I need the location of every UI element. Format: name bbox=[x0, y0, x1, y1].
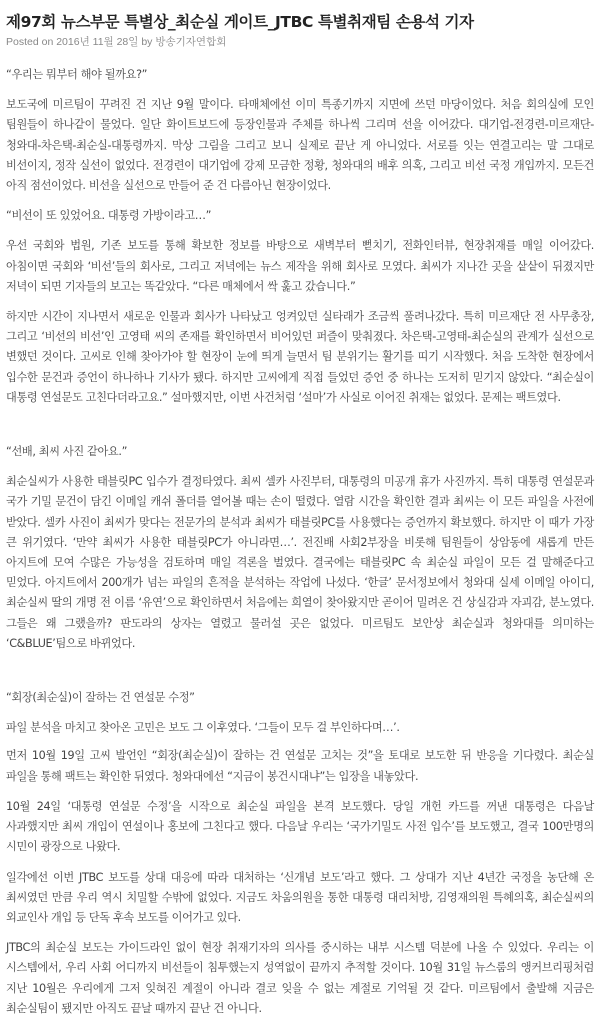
author-link[interactable]: 방송기자연합회 bbox=[155, 36, 227, 48]
quote-heading: “회장(최순실)이 잘하는 건 연설문 수정” bbox=[6, 691, 195, 705]
body-paragraph: 하지만 시간이 지나면서 새로운 인물과 회사가 나타났고 엉켜있던 실타래가 조금씩 풀려나갔다. 특히 미르재단 전 사무총장, 그리고 ‘비선의 비선’인 고영태 씨의 존재를 확인하면서 비어있던 퍼즐이 맞춰졌다. 차은택-고영태-최순실의 관계가 실선으로 변했던 것이다. 고씨로 인해 찾아가야 할 현장이 눈에 띄게 늘면서 팀 분위기는 활기를 띠기 시작했다. 처음 도착한 현장에서 입수한 문건과 증언이 하나하나 기사가 됐다. 하지만 고씨에게 직접 들었던 증언 중 하나는 도저히 믿기지 않았다. “최순실이 대통령 연설문도 고친다더라고요.” 설마했지만, 이번 사건처럼 ‘설마’가 사실로 이어진 취재는 없었다. 문제는 팩트였다. bbox=[6, 310, 594, 404]
article-body bbox=[6, 65, 594, 1019]
body-paragraph: 우선 국회와 법원, 기존 보도를 통해 확보한 정보를 바탕으로 새벽부터 뻗치기, 전화인터뷰, 현장취재를 매일 이어갔다. 아침이면 국회와 ‘비선’들의 회사로, 그리고 저녁에는 뉴스 제작을 위해 회사로 모였다. 최씨가 지나간 곳을 샅샅이 뒤졌지만 저녁이 되면 기자들의 보고는 똑같았다. “다른 매체에서 싹 훑고 갔습니다.” bbox=[6, 239, 594, 293]
post-date-link[interactable]: 2016년 11월 28일 bbox=[56, 36, 139, 48]
posted-label: Posted on bbox=[6, 36, 54, 48]
post-meta bbox=[6, 35, 594, 49]
body-paragraph: 보도국에 미르팀이 꾸려진 건 지난 9월 말이다. 타매체에선 이미 특종기까지 지면에 쓰던 마당이었다. 처음 회의실에 모인 팀원들이 하나같이 물었다. 일단 화이트보드에 등장인물과 주체를 하나씩 그리며 선을 이어갔다. 대기업-전경련-미르재단-청와대-차은택-최순실-대통령까지. 막상 그림을 그리고 보니 실제로 끝난 게 아니었다. 서로를 잇는 연결고리는 말 그대로 비선이지, 정작 실선이 없었다. 전경련이 대기업에 강제 모금한 정황, 청와대의 배후 의혹, 그리고 비선 국정 개입까지. 모든건 아직 점선이었다. 비선을 실선으로 만들어 준 건 다름아닌 현장이었다. bbox=[6, 98, 594, 193]
body-paragraph: JTBC의 최순실 보도는 가이드라인 없이 현장 취재기자의 의사를 중시하는 내부 시스템 덕분에 나올 수 있었다. 우리는 이 시스템에서, 우리 사회 어디까지 비선들이 침투했는지 성역없이 끝까지 추적할 것이다. 10월 31일 뉴스룸의 앵커브리핑처럼 지난 10월은 우리에게 그저 잊혀진 계절이 아니라 결코 잊을 수 없는 계절로 기억될 것 같다. 미르팀에서 출발해 지금은 최순실팀이 됐지만 아직도 끝날 때까지 끝난 건 아니다. bbox=[6, 941, 594, 1015]
body-paragraph: 파일 분석을 마치고 찾아온 고민은 보도 그 이후였다. ‘그들이 모두 걸 부인하다며…’. bbox=[6, 721, 400, 735]
body-paragraph: 먼저 10월 19일 고씨 발언인 “회장(최순실)이 잘하는 건 연설문 고치는 것”을 토대로 보도한 뒤 반응을 기다렸다. 최순실 파일을 통해 팩트는 확인한 뒤였다. 청와대에선 “지금이 봉건시대냐”는 입장을 내놓았다. bbox=[6, 749, 594, 783]
body-paragraph: 10월 24일 ‘대통령 연설문 수정’을 시작으로 최순실 파일을 본격 보도했다. 당일 개헌 카드를 꺼낸 대통령은 다음날 사과했지만 최씨 개입이 연설이나 홍보에 그친다고 했다. 다음날 우리는 ‘국가기밀도 사전 입수’를 보도했고, 결국 100만명의 시민이 광장으로 나왔다. bbox=[6, 799, 594, 854]
quote-heading: “우리는 뭐부터 해야 될까요?” bbox=[6, 68, 148, 81]
body-paragraph: 일각에선 이번 JTBC 보도를 상대 대응에 따라 대처하는 ‘신개념 보도’라고 했다. 그 상대가 지난 4년간 국정을 농단해 온 최씨였던 만큼 우리 역시 치밀할 수밖에 없었다. 지금도 차움의원을 통한 대통령 대리처방, 김영재의원 특혜의혹, 최순실씨의 외교인사 개입 등 단독 후속 보도를 이어가고 있다. bbox=[6, 870, 594, 924]
by-label: by bbox=[141, 36, 153, 48]
quote-heading: “선배, 최씨 사진 같아요.” bbox=[6, 445, 128, 459]
quote-heading: “비선이 또 있었어요. 대통령 가방이라고…” bbox=[6, 209, 212, 223]
body-paragraph: 최순실씨가 사용한 태블릿PC 입수가 결정타였다. 최씨 셀카 사진부터, 대통령의 미공개 휴가 사진까지. 특히 대통령 연설문과 국가 기밀 문건이 담긴 이메일 캐쉬 폴더를 열어볼 때는 손이 떨렸다. 열람 시간을 확인한 결과 최씨는 이 모든 파일을 사전에 받았다. 셀카 사진이 최씨가 맞다는 전문가의 분석과 최씨가 태블릿PC를 사용했다는 증언까지 확보했다. 하지만 이 때가 가장 큰 위기였다. ‘만약 최씨가 사용한 태블릿PC가 아니라면…’. 전진배 사회2부장을 비롯해 팀원들이 상암동에 새롭게 만든 아지트에 모여 수많은 가능성을 검토하며 매일 격론을 벌였다. 결국에는 태블릿PC 속 최순실 파일이 모든 걸 말해준다고 믿었다. 아지트에서 200개가 넘는 파일의 흔적을 분석하는 작업에 나섰다. ‘한글’ 문서정보에서 청와대 실세 이메일 아이디, 최순실씨 딸의 개명 전 이름 ‘유연’으로 확인하면서 처음에는 희열이 찾아왔지만 곧이어 밀려온 건 상실감과 자괴감, 분노였다. 그들은 왜 그랬을까? 판도라의 상자는 열렸고 물러설 곳은 없었다. 미르팀도 보안상 최순실과 청와대를 의미하는 ‘C&BLUE’팀으로 바뀌었다. bbox=[6, 475, 594, 650]
article-title: 제97회 뉴스부문 특별상_최순실 게이트_JTBC 특별취재팀 손용석 기자 bbox=[6, 13, 474, 31]
